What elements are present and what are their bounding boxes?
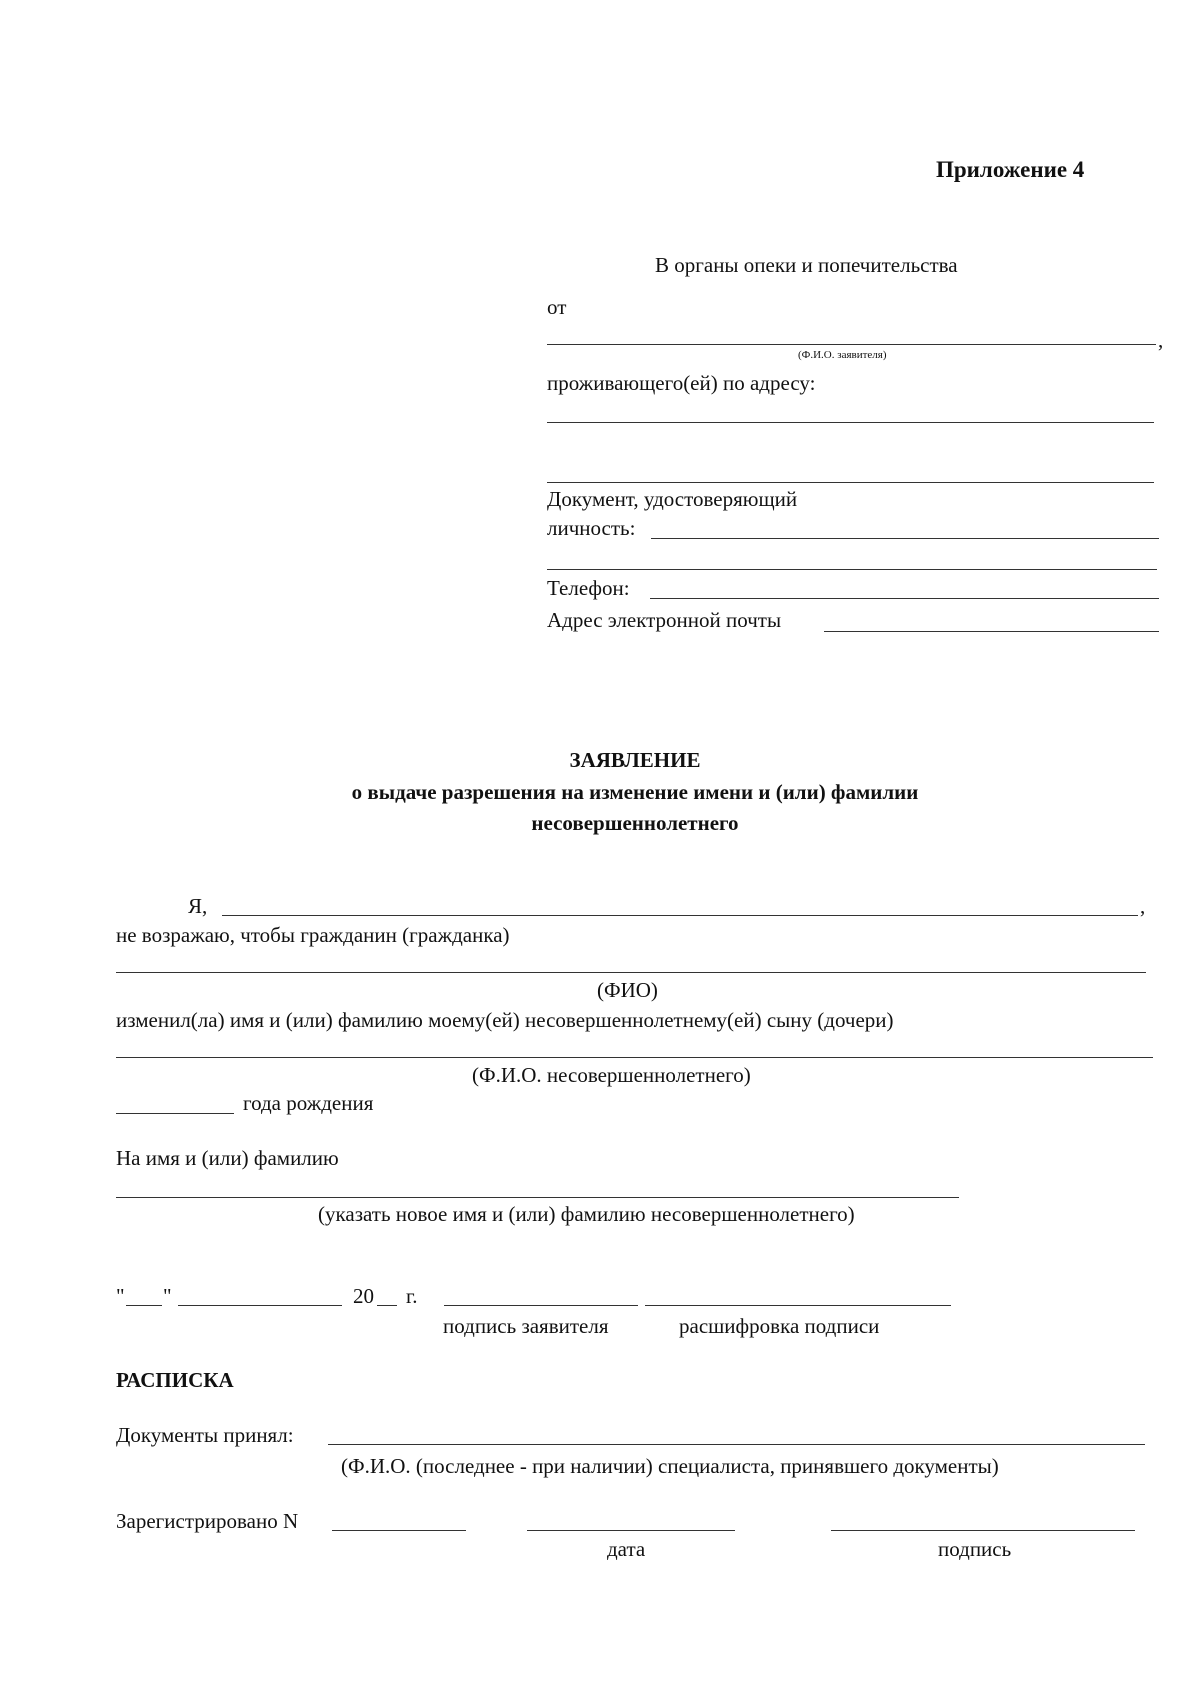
minor-name-line[interactable] — [116, 1057, 1153, 1058]
applicant-name-line[interactable] — [547, 344, 1156, 345]
fio-hint: (ФИО) — [597, 978, 658, 1002]
new-name-hint: (указать новое имя и (или) фамилию несовершеннолетнего) — [318, 1202, 855, 1226]
birth-year-line[interactable] — [116, 1113, 234, 1114]
date-quote-close: " — [163, 1284, 172, 1308]
declarant-name-line[interactable] — [222, 915, 1138, 916]
appendix-label: Приложение 4 — [936, 157, 1085, 182]
birth-year-label: года рождения — [243, 1091, 374, 1115]
year-line[interactable] — [377, 1305, 397, 1306]
year-prefix: 20 — [353, 1284, 374, 1308]
new-name-label: На имя и (или) фамилию — [116, 1146, 339, 1170]
phone-line[interactable] — [650, 598, 1159, 599]
minor-fio-hint: (Ф.И.О. несовершеннолетнего) — [472, 1063, 751, 1087]
address-line-1[interactable] — [547, 422, 1154, 423]
registration-signature-line[interactable] — [831, 1530, 1135, 1531]
id-document-line-2[interactable] — [547, 569, 1157, 570]
specialist-name-line[interactable] — [328, 1444, 1145, 1445]
applicant-name-comma: , — [1158, 328, 1164, 352]
id-document-label-line2: личность: — [547, 516, 636, 540]
registered-label: Зарегистрировано N — [116, 1509, 299, 1533]
changed-text: изменил(ла) имя и (или) фамилию моему(ей) несовершеннолетнему(ей) сыну (дочери) — [116, 1008, 894, 1032]
declarant-comma: , — [1140, 894, 1146, 918]
email-line[interactable] — [824, 631, 1159, 632]
signature-decode-line[interactable] — [645, 1305, 951, 1306]
month-line[interactable] — [178, 1305, 342, 1306]
address-line-2[interactable] — [547, 482, 1154, 483]
address-label: проживающего(ей) по адресу: — [547, 371, 816, 395]
registration-date-line[interactable] — [527, 1530, 735, 1531]
signature-decode-hint: расшифровка подписи — [679, 1314, 880, 1338]
day-line[interactable] — [126, 1305, 162, 1306]
email-label: Адрес электронной почты — [547, 608, 782, 632]
registration-number-line[interactable] — [332, 1530, 466, 1531]
document-subtitle-line2: несовершеннолетнего — [531, 811, 739, 835]
receipt-heading: РАСПИСКА — [116, 1368, 234, 1392]
date-hint: дата — [607, 1537, 646, 1561]
recipient-text: В органы опеки и попечительства — [655, 253, 958, 277]
applicant-name-hint: (Ф.И.О. заявителя) — [798, 349, 887, 361]
signature-hint-receipt: подпись — [938, 1537, 1012, 1561]
from-label: от — [547, 295, 567, 319]
i-label: Я, — [188, 894, 208, 918]
applicant-signature-line[interactable] — [444, 1305, 638, 1306]
year-suffix: г. — [406, 1284, 418, 1308]
document-title: ЗАЯВЛЕНИЕ — [569, 748, 701, 772]
new-name-line[interactable] — [116, 1197, 959, 1198]
id-document-line-1[interactable] — [651, 538, 1159, 539]
date-quote-open: " — [116, 1284, 125, 1308]
no-objection-text: не возражаю, чтобы гражданин (гражданка) — [116, 923, 510, 947]
signature-hint: подпись заявителя — [443, 1314, 609, 1338]
specialist-hint: (Ф.И.О. (последнее - при наличии) специалиста, принявшего документы) — [341, 1454, 999, 1478]
citizen-name-line[interactable] — [116, 972, 1146, 973]
id-document-label-line1: Документ, удостоверяющий — [547, 487, 798, 511]
phone-label: Телефон: — [547, 576, 630, 600]
accepted-label: Документы принял: — [116, 1423, 294, 1447]
document-subtitle-line1: о выдаче разрешения на изменение имени и (или) фамилии — [351, 780, 919, 804]
